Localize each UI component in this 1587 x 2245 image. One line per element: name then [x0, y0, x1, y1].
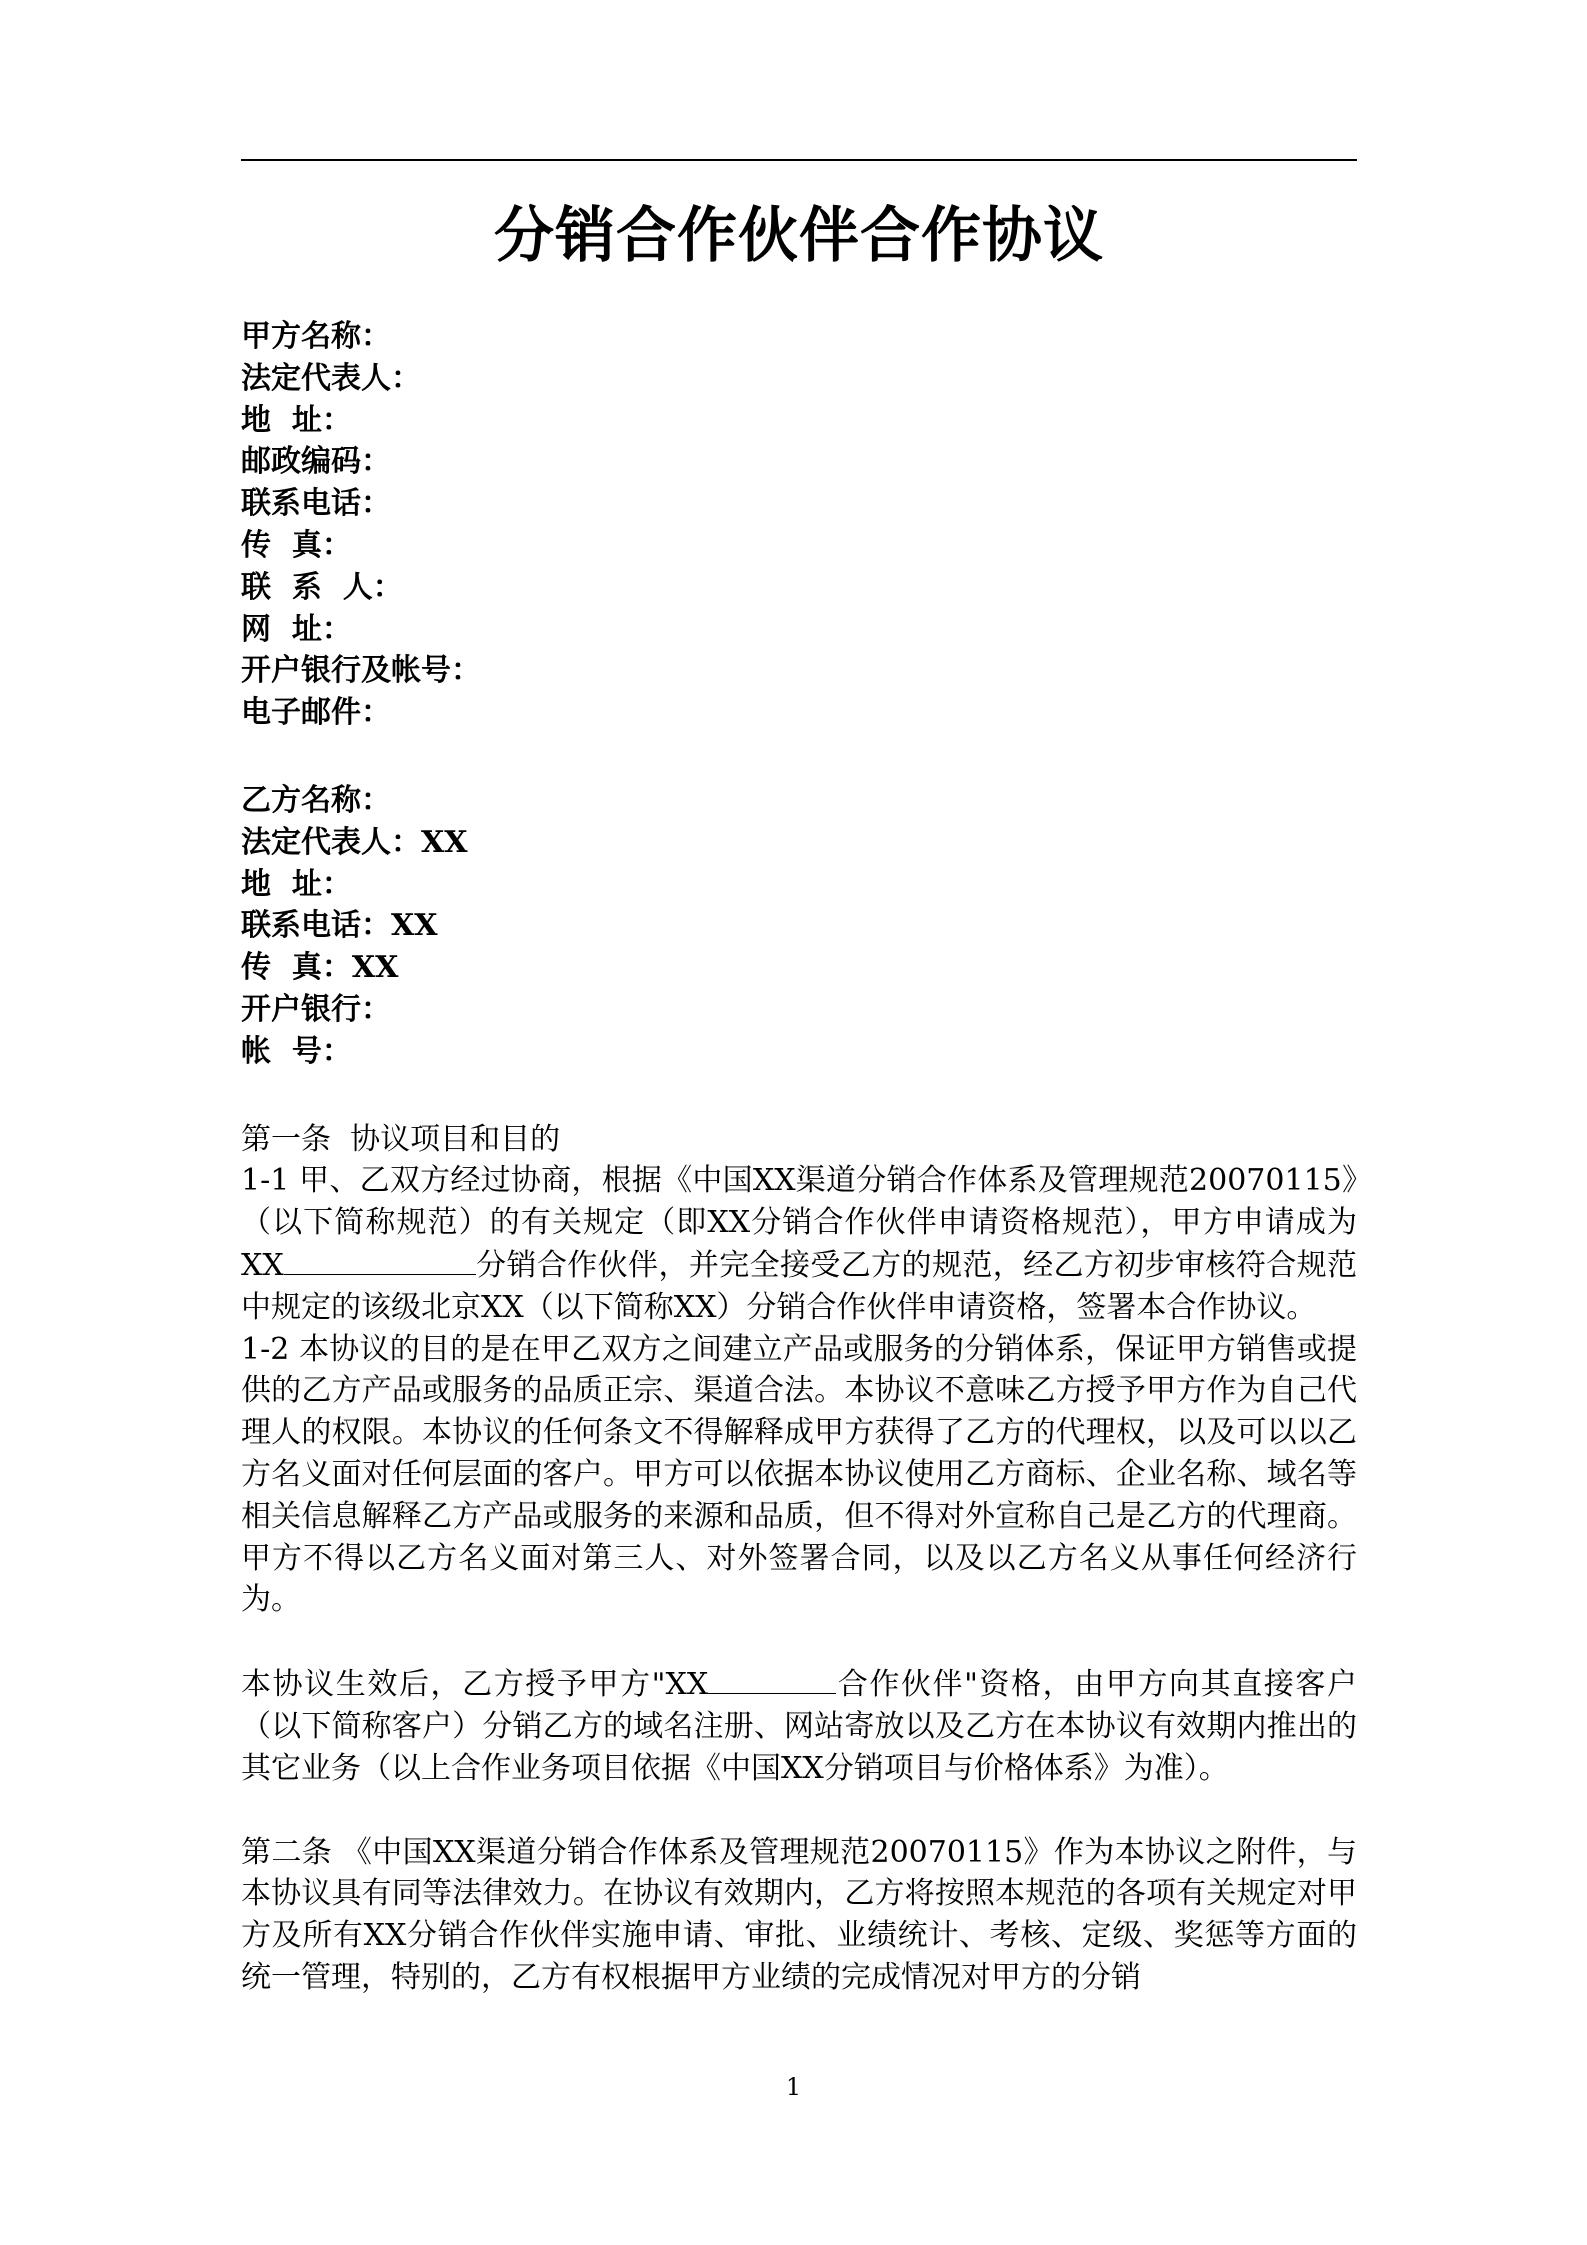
field-label: 帐 号：: [241, 1033, 352, 1069]
clause-1-2: 1-2 本协议的目的是在甲乙双方之间建立产品或服务的分销体系，保证甲方销售或提供的乙方产品或服务的品质正宗、渠道合法。本协议不意味乙方授予甲方作为自己代理人的权限。本协议的任何条文不得解释成甲方获得了乙方的代理权，以及可以以乙方名义面对任何层面的客户。甲方可以依据本协议使用乙方商标、企业名称、域名等相关信息解释乙方产品或服务的来源和品质，但不得对外宣称自己是乙方的代理商。甲方不得以乙方名义面对第三人、对外签署合同，以及以乙方名义从事任何经济行为。: [241, 1331, 1357, 1618]
document-title: 分销合作伙伴合作协议: [494, 201, 1104, 271]
field-label: 开户银行及帐号：: [241, 653, 481, 689]
party-b-fax-field: [241, 947, 1357, 989]
field-label: 甲方名称：: [241, 319, 391, 354]
field-label: 地 址：: [241, 866, 352, 902]
field-label: 传 真：: [241, 527, 352, 563]
party-b-section: [241, 780, 1357, 1073]
field-label: 法定代表人：: [241, 824, 421, 860]
section-spacer: [241, 1073, 1357, 1119]
party-a-section: [241, 316, 1357, 734]
field-label: 联 系 人：: [241, 569, 403, 605]
document-body: [241, 316, 1357, 1999]
party-b-name-field: [241, 780, 1357, 822]
clause-text: 1-1 甲、乙双方经过协商，根据《中国XX渠道分销合作体系及管理规范20070115》（以下简称规范）的有关规定（即XX分销合作伙伴申请资格规范），甲方申请成为XX: [241, 1163, 1357, 1283]
party-b-address-field: [241, 864, 1357, 906]
section-spacer: [241, 734, 1357, 780]
party-b-phone-field: [241, 905, 1357, 947]
field-value: XX: [421, 824, 468, 860]
field-label: 传 真：: [241, 950, 352, 986]
party-a-legal-rep-field: [241, 358, 1357, 400]
field-label: 地 址：: [241, 402, 352, 438]
fill-in-blank: [284, 1244, 476, 1275]
party-a-phone-field: [241, 483, 1357, 525]
clause-text: 分销合作伙伴，并完全接受乙方的规范，经乙方初步审核符合规范中规定的该级北京XX（以下简称XX）分销合作伙伴申请资格，签署本合作协议。: [241, 1247, 1357, 1325]
header-rule: [241, 159, 1357, 161]
party-b-legal-rep-field: [241, 822, 1357, 864]
effect-paragraph: [241, 1663, 1357, 1789]
page-number: 1: [785, 2073, 802, 2101]
party-a-email-field: [241, 692, 1357, 734]
clause-text: 合作伙伴"资格，由甲方向其直接客户（以下简称客户）分销乙方的域名注册、网站寄放以及乙方在本协议有效期内推出的其它业务（以上合作业务项目依据《中国XX分销项目与价格体系》为准）。: [241, 1667, 1357, 1786]
field-label: 电子邮件：: [241, 695, 391, 731]
party-a-contact-field: [241, 567, 1357, 609]
field-label: 邮政编码：: [241, 444, 391, 480]
paragraph-spacer: [241, 1790, 1357, 1832]
party-a-website-field: [241, 609, 1357, 651]
party-a-name-field: [241, 316, 1357, 358]
field-label: 网 址：: [241, 611, 352, 647]
clause-text: 本协议生效后，乙方授予甲方"XX: [241, 1667, 709, 1703]
article-1-heading: 第一条 协议项目和目的: [241, 1121, 561, 1157]
field-label: 乙方名称：: [241, 782, 391, 818]
field-value: XX: [351, 950, 399, 986]
article-2-paragraph: 第二条 《中国XX渠道分销合作体系及管理规范20070115》作为本协议之附件，与本协议具有同等法律效力。在协议有效期内，乙方将按照本规范的各项有关规定对甲方及所有XX分销合作伙伴实施申请、审批、业绩统计、考核、定级、奖惩等方面的统一管理，特别的，乙方有权根据甲方业绩的完成情况对甲方的分销: [241, 1834, 1357, 1995]
field-label: 联系电话：: [241, 486, 391, 522]
clause-1-1: [241, 1160, 1357, 1328]
paragraph-spacer: [241, 1621, 1357, 1663]
party-a-postcode-field: [241, 441, 1357, 483]
field-value: XX: [391, 908, 438, 944]
party-a-address-field: [241, 400, 1357, 442]
party-a-fax-field: [241, 525, 1357, 567]
party-a-bank-field: [241, 650, 1357, 692]
party-b-account-field: [241, 1031, 1357, 1073]
fill-in-blank: [708, 1663, 836, 1694]
field-label: 法定代表人：: [241, 360, 421, 396]
party-b-bank-field: [241, 989, 1357, 1031]
field-label: 联系电话：: [241, 908, 391, 944]
field-label: 开户银行：: [241, 991, 391, 1027]
